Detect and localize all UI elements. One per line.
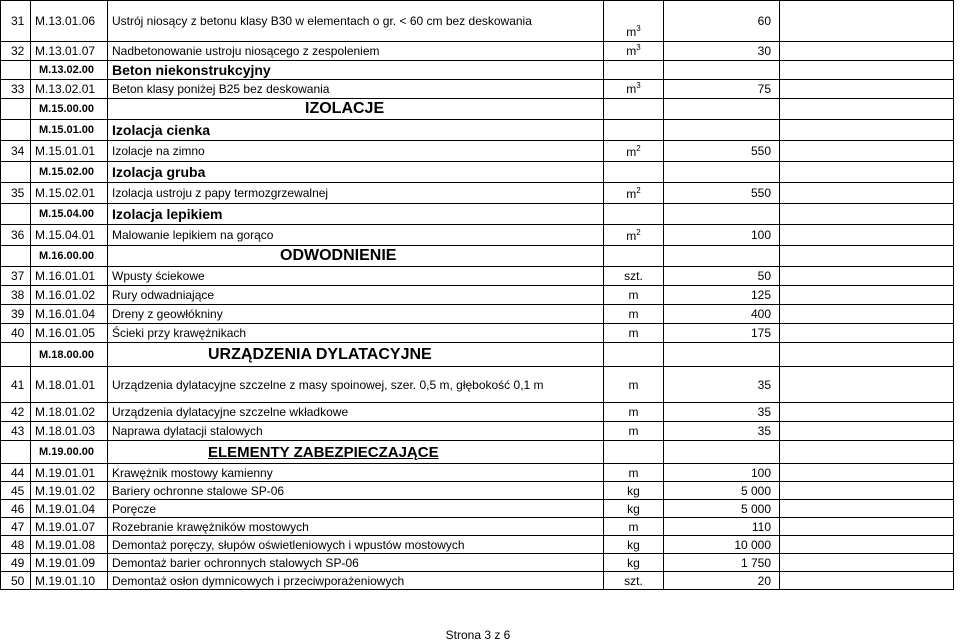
row-number	[1, 61, 31, 80]
empty-cell	[780, 403, 954, 422]
section-title: IZOLACJE	[108, 99, 604, 120]
empty-cell	[664, 246, 780, 267]
item-description: Demontaż barier ochronnych stalowych SP-06	[108, 554, 604, 572]
item-unit: m	[604, 367, 664, 403]
row-number: 48	[1, 536, 31, 554]
empty-cell	[664, 343, 780, 367]
item-description: Poręcze	[108, 500, 604, 518]
row-number: 35	[1, 183, 31, 204]
item-code: M.16.01.05	[31, 324, 108, 343]
item-description: Urządzenia dylatacyjne szczelne z masy spoinowej, szer. 0,5 m, głębokość 0,1 m	[108, 367, 604, 403]
item-quantity: 10 000	[664, 536, 780, 554]
table-row	[1, 536, 954, 554]
item-code: M.15.02.01	[31, 183, 108, 204]
empty-cell	[664, 61, 780, 80]
item-quantity: 35	[664, 422, 780, 441]
empty-cell	[664, 120, 780, 141]
item-code: M.19.01.10	[31, 572, 108, 590]
item-quantity: 100	[664, 225, 780, 246]
empty-cell	[604, 99, 664, 120]
empty-cell	[780, 162, 954, 183]
empty-cell	[780, 99, 954, 120]
item-unit: szt.	[604, 267, 664, 286]
row-number: 42	[1, 403, 31, 422]
group-code: M.13.02.00	[31, 61, 108, 80]
row-number: 46	[1, 500, 31, 518]
item-description: Krawężnik mostowy kamienny	[108, 464, 604, 482]
item-quantity: 35	[664, 367, 780, 403]
item-quantity: 100	[664, 464, 780, 482]
item-quantity: 35	[664, 403, 780, 422]
item-unit: m	[604, 324, 664, 343]
section-title: URZĄDZENIA DYLATACYJNE	[108, 343, 604, 367]
row-number: 49	[1, 554, 31, 572]
item-unit: $m^2$	[604, 225, 664, 246]
item-unit: kg	[604, 500, 664, 518]
empty-cell	[780, 367, 954, 403]
table-row	[1, 80, 954, 99]
empty-cell	[664, 441, 780, 464]
item-description: Izolacja ustroju z papy termozgrzewalnej	[108, 183, 604, 204]
item-description: Malowanie lepikiem na gorąco	[108, 225, 604, 246]
item-quantity: 50	[664, 267, 780, 286]
item-description: Rozebranie krawężników mostowych	[108, 518, 604, 536]
item-description: Dreny z geowłókniny	[108, 305, 604, 324]
item-unit: m	[604, 518, 664, 536]
empty-cell	[780, 225, 954, 246]
table-row	[1, 572, 954, 590]
section-header-row	[1, 343, 954, 367]
item-quantity: 60	[664, 1, 780, 42]
empty-cell	[780, 204, 954, 225]
empty-cell	[780, 464, 954, 482]
item-description: Demontaż poręczy, słupów oświetleniowych i wpustów mostowych	[108, 536, 604, 554]
item-code: M.18.01.01	[31, 367, 108, 403]
item-unit: m	[604, 286, 664, 305]
row-number: 43	[1, 422, 31, 441]
section-title: ODWODNIENIE	[108, 246, 604, 267]
empty-cell	[604, 246, 664, 267]
table-row	[1, 267, 954, 286]
row-number: 31	[1, 1, 31, 42]
row-number	[1, 441, 31, 464]
item-code: M.19.01.04	[31, 500, 108, 518]
empty-cell	[780, 305, 954, 324]
item-quantity: 30	[664, 42, 780, 61]
item-code: M.15.01.01	[31, 141, 108, 162]
row-number: 45	[1, 482, 31, 500]
item-unit: $m^2$	[604, 183, 664, 204]
table-row	[1, 518, 954, 536]
item-code: M.19.01.09	[31, 554, 108, 572]
item-description: Ustrój niosący z betonu klasy B30 w elementach o gr. < 60 cm bez deskowania	[108, 1, 604, 42]
empty-cell	[604, 120, 664, 141]
item-quantity: 550	[664, 183, 780, 204]
table-row	[1, 1, 954, 42]
section-code: M.16.00.00	[31, 246, 108, 267]
empty-cell	[604, 61, 664, 80]
row-number: 32	[1, 42, 31, 61]
row-number: 50	[1, 572, 31, 590]
empty-cell	[604, 162, 664, 183]
group-header-row	[1, 120, 954, 141]
empty-cell	[780, 554, 954, 572]
row-number: 44	[1, 464, 31, 482]
section-header-row	[1, 99, 954, 120]
item-unit: $m^2$	[604, 141, 664, 162]
item-quantity: 5 000	[664, 500, 780, 518]
item-description: Ścieki przy krawężnikach	[108, 324, 604, 343]
table-row	[1, 554, 954, 572]
item-code: M.16.01.01	[31, 267, 108, 286]
group-header-row	[1, 61, 954, 80]
empty-cell	[780, 183, 954, 204]
item-code: M.13.02.01	[31, 80, 108, 99]
row-number	[1, 204, 31, 225]
row-number	[1, 162, 31, 183]
row-number: 38	[1, 286, 31, 305]
section-header-row	[1, 441, 954, 464]
empty-cell	[780, 286, 954, 305]
group-code: M.15.02.00	[31, 162, 108, 183]
empty-cell	[780, 441, 954, 464]
item-code: M.13.01.07	[31, 42, 108, 61]
empty-cell	[780, 343, 954, 367]
empty-cell	[780, 1, 954, 42]
table-row	[1, 367, 954, 403]
table-row	[1, 500, 954, 518]
empty-cell	[780, 141, 954, 162]
item-quantity: 110	[664, 518, 780, 536]
table-row	[1, 464, 954, 482]
item-unit: kg	[604, 482, 664, 500]
item-unit: $m^3$	[604, 42, 664, 61]
group-header-row	[1, 204, 954, 225]
item-unit: m	[604, 464, 664, 482]
item-code: M.15.04.01	[31, 225, 108, 246]
item-quantity: 125	[664, 286, 780, 305]
row-number	[1, 99, 31, 120]
item-quantity: 400	[664, 305, 780, 324]
table-row	[1, 141, 954, 162]
row-number	[1, 246, 31, 267]
item-code: M.18.01.03	[31, 422, 108, 441]
empty-cell	[780, 61, 954, 80]
row-number: 37	[1, 267, 31, 286]
item-unit: $m^3$	[604, 80, 664, 99]
table-row	[1, 42, 954, 61]
group-title: Beton niekonstrukcyjny	[108, 61, 604, 80]
item-quantity: 75	[664, 80, 780, 99]
item-code: M.16.01.02	[31, 286, 108, 305]
row-number: 39	[1, 305, 31, 324]
item-description: Izolacje na zimno	[108, 141, 604, 162]
empty-cell	[780, 518, 954, 536]
table-row	[1, 403, 954, 422]
group-header-row	[1, 162, 954, 183]
item-quantity: 550	[664, 141, 780, 162]
item-unit: m	[604, 422, 664, 441]
item-unit: $m^3$	[604, 1, 664, 42]
item-unit: kg	[604, 536, 664, 554]
row-number: 40	[1, 324, 31, 343]
item-quantity: 20	[664, 572, 780, 590]
group-code: M.15.01.00	[31, 120, 108, 141]
item-quantity: 175	[664, 324, 780, 343]
section-code: M.19.00.00	[31, 441, 108, 464]
empty-cell	[604, 441, 664, 464]
section-title: ELEMENTY ZABEZPIECZAJĄCE	[108, 441, 604, 464]
section-code: M.18.00.00	[31, 343, 108, 367]
item-description: Nadbetonowanie ustroju niosącego z zespoleniem	[108, 42, 604, 61]
empty-cell	[780, 246, 954, 267]
empty-cell	[780, 536, 954, 554]
group-title: Izolacja gruba	[108, 162, 604, 183]
item-quantity: 5 000	[664, 482, 780, 500]
empty-cell	[780, 324, 954, 343]
item-code: M.19.01.07	[31, 518, 108, 536]
item-description: Wpusty ściekowe	[108, 267, 604, 286]
row-number	[1, 120, 31, 141]
item-unit: m	[604, 305, 664, 324]
page-footer	[0, 628, 960, 642]
empty-cell	[780, 80, 954, 99]
group-title: Izolacja lepikiem	[108, 204, 604, 225]
table-row	[1, 305, 954, 324]
item-description: Beton klasy poniżej B25 bez deskowania	[108, 80, 604, 99]
item-description: Rury odwadniające	[108, 286, 604, 305]
row-number: 34	[1, 141, 31, 162]
item-code: M.19.01.08	[31, 536, 108, 554]
item-code: M.18.01.02	[31, 403, 108, 422]
item-description: Demontaż osłon dymnicowych i przeciwporażeniowych	[108, 572, 604, 590]
item-description: Naprawa dylatacji stalowych	[108, 422, 604, 441]
item-unit: m	[604, 403, 664, 422]
empty-cell	[664, 162, 780, 183]
table-row	[1, 324, 954, 343]
empty-cell	[780, 42, 954, 61]
item-unit: szt.	[604, 572, 664, 590]
empty-cell	[780, 482, 954, 500]
empty-cell	[780, 267, 954, 286]
empty-cell	[604, 343, 664, 367]
table-row	[1, 225, 954, 246]
row-number: 47	[1, 518, 31, 536]
row-number: 33	[1, 80, 31, 99]
item-quantity: 1 750	[664, 554, 780, 572]
group-code: M.15.04.00	[31, 204, 108, 225]
empty-cell	[780, 120, 954, 141]
group-title: Izolacja cienka	[108, 120, 604, 141]
item-description: Urządzenia dylatacyjne szczelne wkładkowe	[108, 403, 604, 422]
empty-cell	[664, 99, 780, 120]
item-code: M.13.01.06	[31, 1, 108, 42]
item-description: Bariery ochronne stalowe SP-06	[108, 482, 604, 500]
empty-cell	[780, 572, 954, 590]
table-row	[1, 422, 954, 441]
section-header-row	[1, 246, 954, 267]
row-number: 36	[1, 225, 31, 246]
table-row	[1, 482, 954, 500]
empty-cell	[780, 500, 954, 518]
empty-cell	[664, 204, 780, 225]
item-code: M.19.01.01	[31, 464, 108, 482]
item-code: M.16.01.04	[31, 305, 108, 324]
row-number: 41	[1, 367, 31, 403]
page-number: Strona 3 z 6	[445, 628, 511, 642]
item-code: M.19.01.02	[31, 482, 108, 500]
table-row	[1, 183, 954, 204]
row-number	[1, 343, 31, 367]
empty-cell	[780, 422, 954, 441]
item-unit: kg	[604, 554, 664, 572]
section-code: M.15.00.00	[31, 99, 108, 120]
table-row	[1, 286, 954, 305]
empty-cell	[604, 204, 664, 225]
